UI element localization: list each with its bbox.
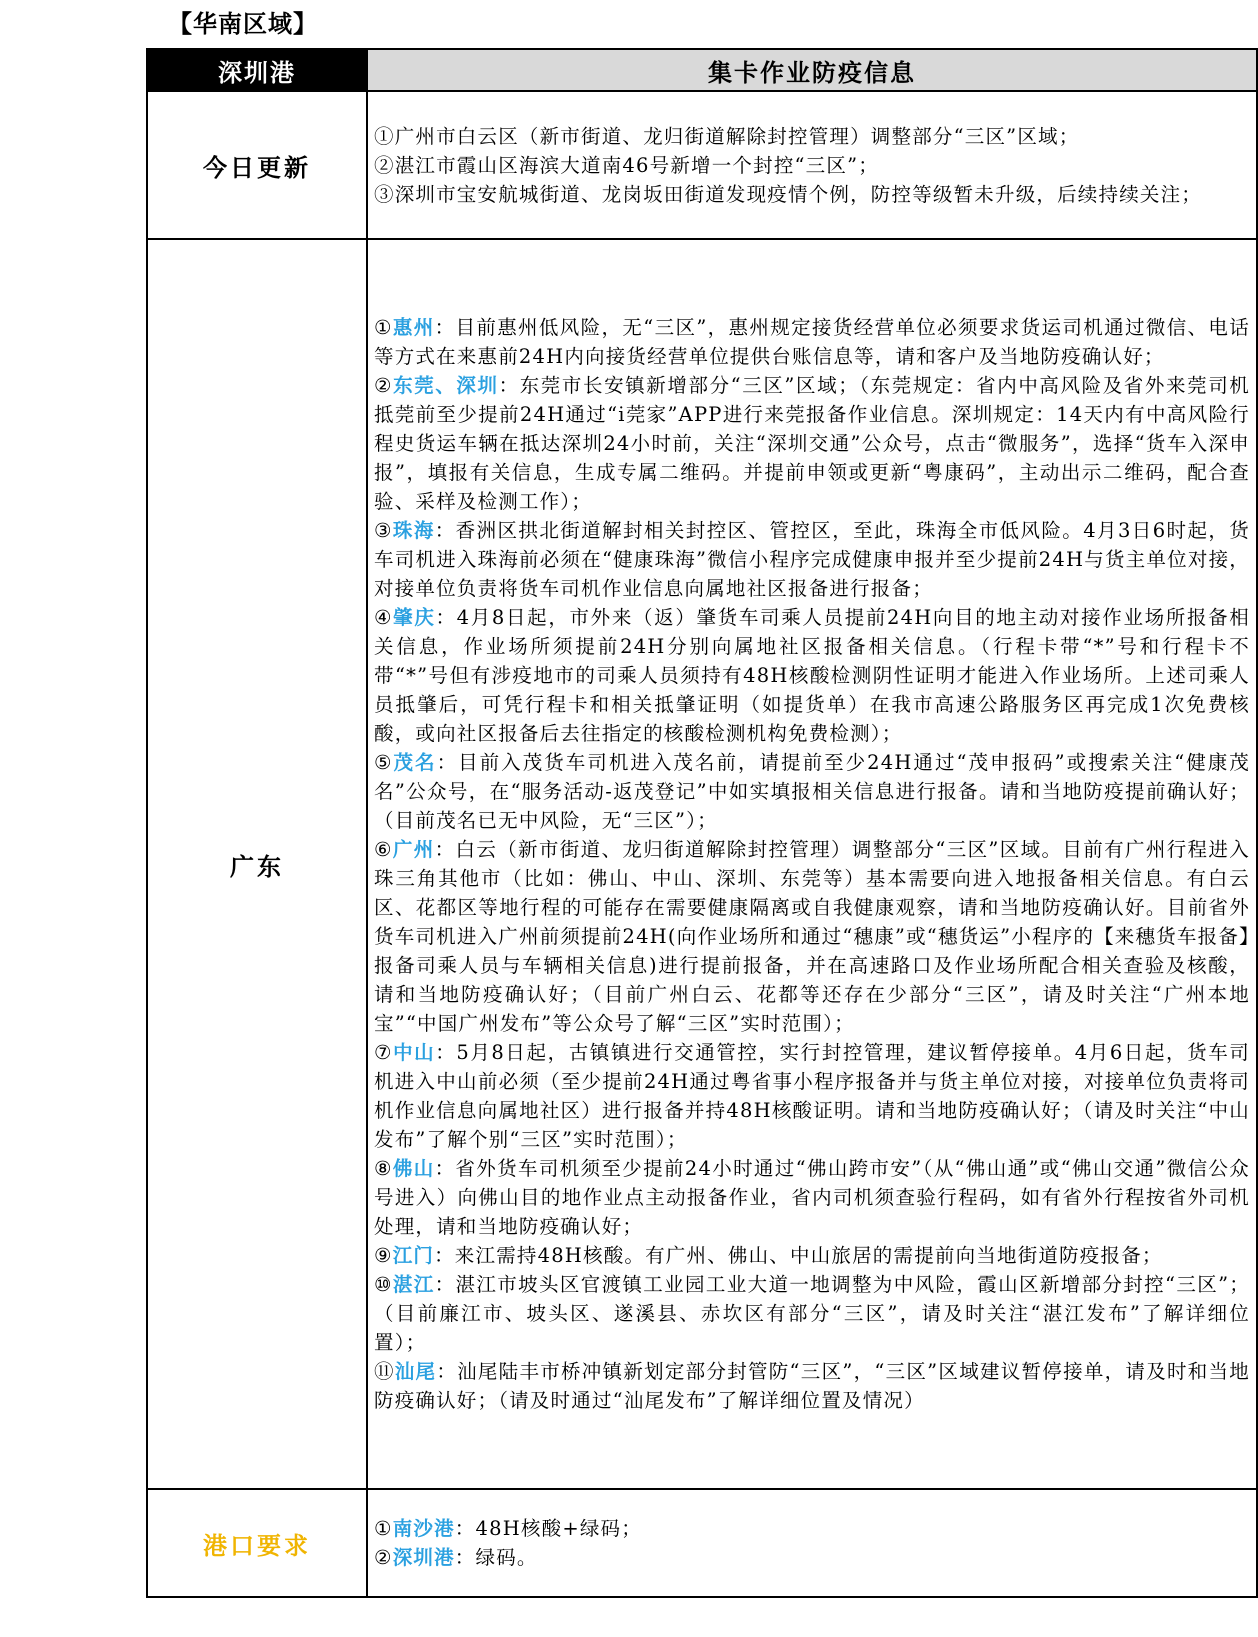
guangdong-row bbox=[147, 239, 1257, 1489]
city-text: ：湛江市坡头区官渡镇工业园工业大道一地调整为中风险，霞山区新增部分封控“三区”；（目前廉江市、坡头区、遂溪县、赤坎区有部分“三区”，请及时关注“湛江发布”了解详细位置）； bbox=[374, 1273, 1250, 1354]
item-number: ② bbox=[374, 1546, 393, 1569]
header-row bbox=[147, 49, 1257, 91]
guangdong-label: 广东 bbox=[147, 239, 367, 1489]
item-number: ② bbox=[374, 374, 394, 397]
city-text: ：4月8日起，市外来（返）肇货车司乘人员提前24H向目的地主动对接作业场所报备相关信息，作业场所须提前24H分别向属地社区报备相关信息。（行程卡带“*”号和行程卡不带“*”号但有涉疫地市的司乘人员须持有48H核酸检测阴性证明才能进入作业场所。上述司乘人员抵肇后，可凭行程卡和相关抵肇证明（如提货单）在我市高速公路服务区再完成1次免费核酸，或向社区报备后去往指定的核酸检测机构免费检测）； bbox=[374, 606, 1250, 745]
city-text: ：目前入茂货车司机进入茂名前，请提前至少24H通过“茂申报码”或搜索关注“健康茂名”公众号，在“服务活动-返茂登记”中如实填报相关信息进行报备。请和当地防疫提前确认好；（目前茂名已无中风险，无“三区”）； bbox=[374, 751, 1250, 832]
port-text: ：48H核酸+绿码； bbox=[454, 1517, 642, 1540]
city-text: ：东莞市长安镇新增部分“三区”区域；（东莞规定：省内中高风险及省外来莞司机抵莞前至少提前24H通过“i莞家”APP进行来莞报备作业信息。深圳规定：14天内有中高风险行程史货运车辆在抵达深圳24小时前，关注“深圳交通”公众号，点击“微服务”，选择“货车入深申报”，填报有关信息，生成专属二维码。并提前申领或更新“粤康码”，主动出示二维码，配合查验、采样及检测工作）； bbox=[374, 374, 1250, 513]
item-number: ⑪ bbox=[374, 1360, 395, 1383]
today-content bbox=[367, 91, 1257, 239]
city-name: 东莞、深圳 bbox=[393, 374, 499, 397]
city-item bbox=[374, 835, 1250, 1038]
city-item bbox=[374, 1154, 1250, 1241]
today-item: ③深圳市宝安航城街道、龙岗坂田街道发现疫情个例，防控等级暂未升级，后续持续关注； bbox=[374, 182, 1203, 206]
header-title: 集卡作业防疫信息 bbox=[367, 49, 1257, 91]
port-row bbox=[147, 1489, 1257, 1597]
city-name: 珠海 bbox=[392, 519, 435, 542]
city-name: 茂名 bbox=[393, 751, 437, 774]
city-text: ：目前惠州低风险，无“三区”，惠州规定接货经营单位必须要求货运司机通过微信、电话等方式在来惠前24H内向接货经营单位提供台账信息等，请和客户及当地防疫确认好； bbox=[374, 316, 1250, 368]
item-number: ⑦ bbox=[374, 1041, 394, 1064]
today-label: 今日更新 bbox=[147, 91, 367, 239]
today-item: ①广州市白云区（新市街道、龙归街道解除封控管理）调整部分“三区”区域； bbox=[374, 124, 1080, 148]
today-item: ②湛江市霞山区海滨大道南46号新增一个封控“三区”； bbox=[374, 153, 879, 177]
city-text: ：汕尾陆丰市桥冲镇新划定部分封管防“三区”，“三区”区域建议暂停接单，请及时和当地防疫确认好；（请及时通过“汕尾发布”了解详细位置及情况） bbox=[374, 1360, 1251, 1412]
city-item bbox=[374, 1241, 1250, 1270]
port-content bbox=[367, 1489, 1257, 1597]
today-row bbox=[147, 91, 1257, 239]
city-item bbox=[374, 516, 1250, 603]
city-name: 中山 bbox=[393, 1041, 436, 1064]
item-number: ① bbox=[374, 1517, 393, 1540]
guangdong-content bbox=[367, 239, 1257, 1489]
city-item bbox=[374, 748, 1250, 835]
city-item bbox=[374, 1038, 1250, 1154]
item-number: ③ bbox=[374, 519, 393, 542]
city-text: ：香洲区拱北街道解封相关封控区、管控区，至此，珠海全市低风险。4月3日6时起，货车司机进入珠海前必须在“健康珠海”微信小程序完成健康申报并至少提前24H与货主单位对接，对接单位负责将货车司机作业信息向属地社区报备进行报备； bbox=[374, 519, 1250, 600]
city-name: 汕尾 bbox=[394, 1360, 437, 1383]
port-name: 南沙港 bbox=[392, 1517, 455, 1540]
city-text: ：省外货车司机须至少提前24小时通过“佛山跨市安”（从“佛山通”或“佛山交通”微信公众号进入）向佛山目的地作业点主动报备作业，省内司机须查验行程码，如有省外行程按省外司机处理，请和当地防疫确认好； bbox=[374, 1157, 1250, 1238]
city-text: ：白云（新市街道、龙归街道解除封控管理）调整部分“三区”区域。目前有广州行程进入珠三角其他市（比如：佛山、中山、深圳、东莞等）基本需要向进入地报备相关信息。有白云区、花都区等地行程的可能存在需要健康隔离或自我健康观察，请和当地防疫确认好。目前省外货车司机进入广州前须提前24H(向作业场所和通过“穗康”或“穗货运”小程序的【来穗货车报备】报备司乘人员与车辆相关信息)进行提前报备，并在高速路口及作业场所配合相关查验及核酸，请和当地防疫确认好；（目前广州白云、花都等还存在少部分“三区”，请及时关注“广州本地宝”“中国广州发布”等公众号了解“三区”实时范围）； bbox=[374, 838, 1250, 1035]
epidemic-info-table bbox=[146, 48, 1258, 1598]
item-number: ④ bbox=[374, 606, 394, 629]
item-number: ⑨ bbox=[374, 1244, 393, 1267]
city-item bbox=[374, 1270, 1250, 1357]
item-number: ⑤ bbox=[374, 751, 394, 774]
port-item bbox=[374, 1514, 1250, 1543]
header-port: 深圳港 bbox=[147, 49, 367, 91]
port-item bbox=[374, 1543, 1250, 1572]
city-name: 江门 bbox=[392, 1244, 435, 1267]
item-number: ⑥ bbox=[374, 838, 393, 861]
city-text: ：来江需持48H核酸。有广州、佛山、中山旅居的需提前向当地街道防疫报备； bbox=[434, 1244, 1163, 1267]
city-item bbox=[374, 603, 1250, 748]
port-name: 深圳港 bbox=[392, 1546, 455, 1569]
city-name: 广州 bbox=[392, 838, 435, 861]
port-label: 港口要求 bbox=[147, 1489, 367, 1597]
city-item bbox=[374, 371, 1250, 516]
city-name: 湛江 bbox=[392, 1273, 435, 1296]
item-number: ⑩ bbox=[374, 1273, 393, 1296]
section-title: 【华南区域】 bbox=[168, 9, 318, 38]
item-number: ① bbox=[374, 316, 393, 339]
city-item bbox=[374, 313, 1250, 371]
city-item bbox=[374, 1357, 1250, 1415]
city-name: 惠州 bbox=[392, 316, 435, 339]
port-text: ：绿码。 bbox=[454, 1546, 538, 1569]
city-text: ：5月8日起，古镇镇进行交通管控，实行封控管理，建议暂停接单。4月6日起，货车司机进入中山前必须（至少提前24H通过粤省事小程序报备并与货主单位对接，对接单位负责将司机作业信息向属地社区）进行报备并持48H核酸证明。请和当地防疫确认好；（请及时关注“中山发布”了解个别“三区”实时范围）； bbox=[374, 1041, 1250, 1151]
city-name: 佛山 bbox=[392, 1157, 435, 1180]
item-number: ⑧ bbox=[374, 1157, 393, 1180]
city-name: 肇庆 bbox=[393, 606, 436, 629]
